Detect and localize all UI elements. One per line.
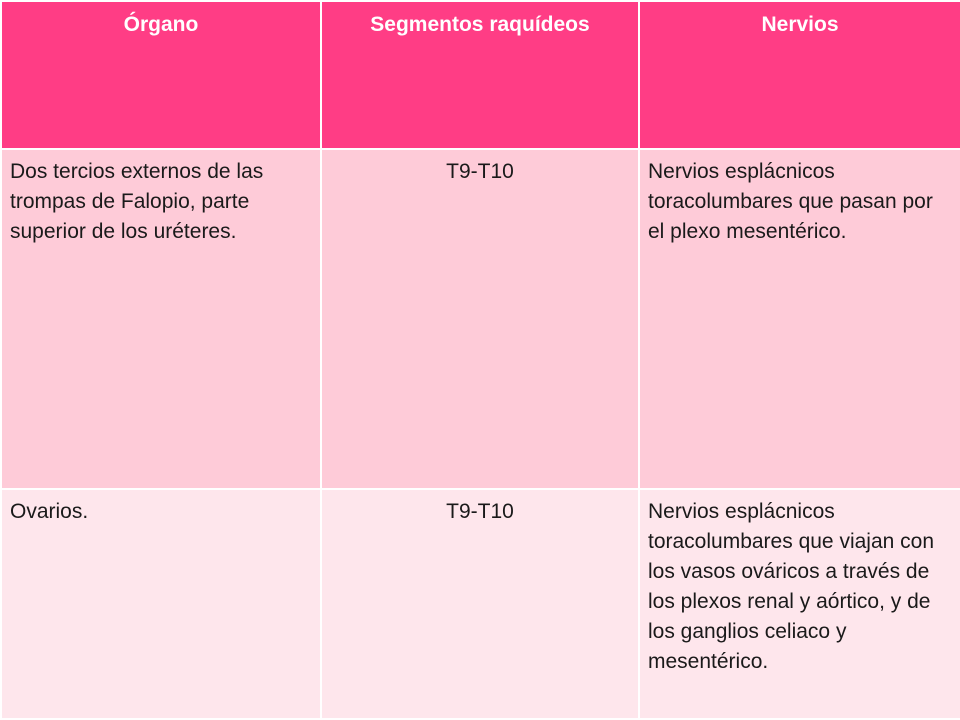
- cell-organ-text: Dos tercios externos de las trompas de Falopio, parte superior de los uréteres.: [10, 160, 264, 243]
- cell-segments-text: T9-T10: [446, 500, 514, 523]
- header-nerves: Nervios: [639, 1, 960, 149]
- cell-segments-text: T9-T10: [446, 160, 514, 183]
- cell-nerves-text: Nervios esplácnicos toracolumbares que viajan con los vasos ováricos a través de los plexos renal y aórtico, y de los ganglios celiaco y mesentérico.: [648, 500, 935, 673]
- table-header-row: [1, 1, 960, 149]
- cell-nerves: [639, 149, 960, 489]
- cell-nerves-text: Nervios esplácnicos toracolumbares que pasan por el plexo mesentérico.: [648, 160, 933, 243]
- table-row: [1, 149, 960, 489]
- cell-nerves: [639, 489, 960, 719]
- header-organ: Órgano: [1, 1, 321, 149]
- cell-segments: [321, 149, 639, 489]
- cell-organ: [1, 489, 321, 719]
- table-row: [1, 489, 960, 719]
- cell-organ-text: Ovarios.: [10, 500, 89, 523]
- header-spinal-segments: Segmentos raquídeos: [321, 1, 639, 149]
- cell-organ: [1, 149, 321, 489]
- cell-segments: [321, 489, 639, 719]
